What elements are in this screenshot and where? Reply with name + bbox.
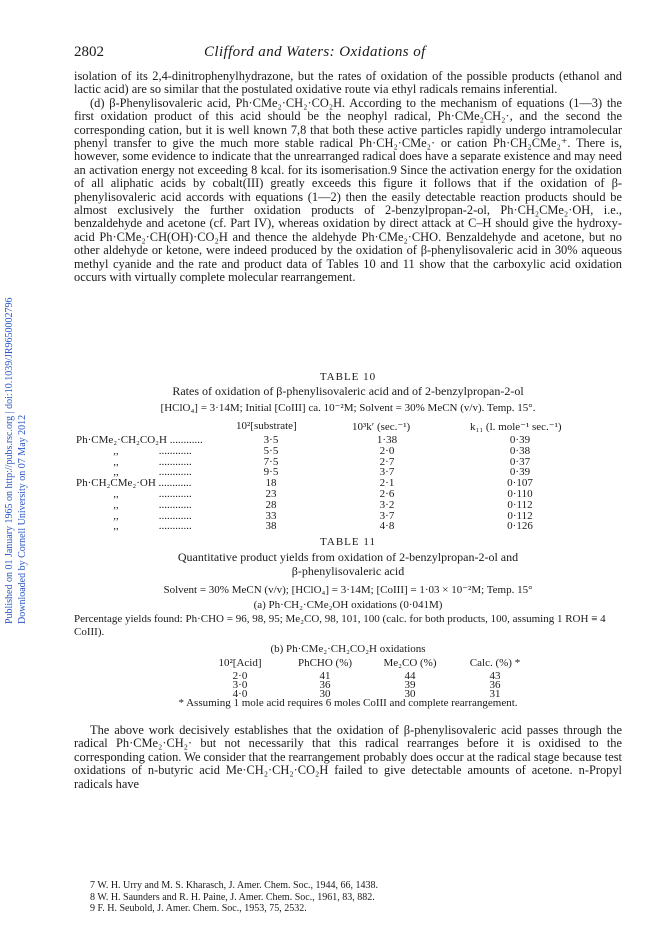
- table10-cell: 0·37: [509, 455, 531, 468]
- table10-cell: 0·107: [507, 477, 533, 490]
- table10-cell: 0·39: [509, 434, 531, 446]
- table10-cell: 0·38: [509, 444, 531, 457]
- table11-header-me2co: Me₂CO (%): [383, 657, 437, 669]
- table11-header-phcho: PhCHO (%): [297, 657, 353, 669]
- table11-cell: 41: [319, 670, 331, 682]
- table10-cell: 3·7: [379, 509, 395, 522]
- table10-cell: 2·7: [379, 455, 395, 468]
- table10-ditto-mark: ,,: [113, 488, 119, 500]
- download-sidebar: [0, 0, 28, 936]
- table10-cell: 5·5: [263, 444, 279, 457]
- table11-cell: 36: [319, 679, 331, 691]
- table10-cell: 38: [265, 520, 277, 533]
- table11-cell: 31: [489, 688, 501, 700]
- table10-compound-name: Ph·CH₂CMe₂·OH: [76, 477, 156, 490]
- table10-cell: 3·7: [379, 466, 395, 479]
- table11-cell: 39: [404, 679, 416, 691]
- table10-compound-name: Ph·CMe₂·CH₂CO₂H: [76, 434, 167, 446]
- table10-cell: 7·5: [263, 455, 279, 468]
- table10-cell: 3·2: [379, 498, 395, 511]
- table10-cell: 2·0: [379, 444, 395, 457]
- paragraph-phenylisovaleric: (d) β-Phenylisovaleric acid, Ph·CMe₂·CH₂·CO₂H. According to the mechanism of equations (1—3) the first oxidation product of this acid should be the neophyl radical, Ph·CMe₂CH₂·, and the second the corresponding cation, but it is well known 7,8 that both these active particles rapidly undergo intramolecular phenyl transfer to give the much more stable radical Ph·CH₂·CMe₂· or cation Ph·CH₂CMe₂⁺. There is, however, some evidence to indicate that the unrearranged radical does have a separate existence and may need an activation energy not exceeding 8 kcal. for its isomerisation.9 Since the activation energy for the oxidation of all aliphatic acids by cobalt(III) greatly exceeds this figure it follows that if the oxidation of β-phenylisovaleric acid accords with equations (1—2) then the easily detectable reaction products should be almost exclusively the further oxidation products of 2-benzylpropan-2-ol, Ph·CH₂CMe₂·OH, i.e., benzaldehyde and acetone (cf. Part IV), whereas oxidation by direct attack at C–H should give the hydroxy-acid Ph·CMe₂·CH(OH)·CO₂H and thence the aldehyde Ph·CMe₂·CHO. Benzaldehyde and acetone, but no other aldehyde or ketone, were indeed produced by the oxidation of β-phenylisovaleric acid in 30% aqueous methyl cyanide and the rate and product data of Tables 10 and 11 show that the carboxylic acid oxidation occurs with virtually complete molecular rearrangement.: [74, 95, 622, 285]
- table10-conditions: [HClO₄] = 3·14M; Initial [CoIII] ca. 10⁻²M; Solvent = 30% MeCN (v/v). Temp. 15°.: [160, 402, 536, 414]
- table10-cell: 33: [265, 509, 277, 522]
- table10-leader-dots: ............: [156, 509, 192, 522]
- table10-leader-dots: ............: [166, 434, 203, 446]
- table10-ditto-mark: ,,: [113, 498, 119, 511]
- sidebar-published-line[interactable]: Published on 01 January 1965 on http://pubs.rsc.org | doi:10.1039/JR9650002796: [4, 297, 15, 624]
- table10-leader-dots: ............: [156, 444, 192, 457]
- table10-ditto-mark: ,,: [113, 444, 119, 457]
- table10-header-k11: k₁₁ (l. mole⁻¹ sec.⁻¹): [470, 421, 562, 433]
- table11-sub-a-text: Percentage yields found: Ph·CHO = 96, 98, 95; Me₂CO, 98, 101, 100 (calc. for both products, 100, assuming 1 ROH ≡ 4 CoIII).: [74, 613, 606, 638]
- table10-cell: 0·112: [507, 509, 533, 522]
- footnote-8: 8 W. H. Saunders and R. H. Paine, J. Amer. Chem. Soc., 1961, 83, 882.: [90, 891, 375, 903]
- table10-cell: 2·1: [379, 477, 395, 490]
- table11-header-acid: 10²[Acid]: [218, 657, 262, 669]
- table10-ditto-mark: ,,: [113, 520, 119, 533]
- footnote-7: 7 W. H. Urry and M. S. Kharasch, J. Amer. Chem. Soc., 1944, 66, 1438.: [90, 880, 379, 891]
- table10-row-label: [76, 520, 192, 532]
- table10-ditto-mark: ,,: [113, 466, 119, 479]
- table11-caption-line2: β-phenylisovaleric acid: [291, 564, 405, 578]
- footnote-9: 9 F. H. Seubold, J. Amer. Chem. Soc., 1953, 75, 2532.: [90, 903, 307, 914]
- table11-conditions: Solvent = 30% MeCN (v/v); [HClO₄] = 3·14M; [CoIII] = 1·03 × 10⁻²M; Temp. 15°: [163, 584, 533, 596]
- running-head: Clifford and Waters: Oxidations of: [204, 44, 426, 60]
- table11-sub-a-title: (a) Ph·CH₂·CMe₂OH oxidations (0·041M): [253, 599, 443, 611]
- table10-cell: 0·110: [507, 488, 533, 500]
- table10-cell: 3·5: [263, 434, 279, 446]
- paragraph-conclusion: The above work decisively establishes that the oxidation of β-phenylisovaleric acid passes through the radical Ph·CMe₂·CH₂· but not necessarily that this radical rearranges before it is oxidised to the corresponding cation. We consider that the rearrangement probably does occur at the radical stage because test oxidations of n-butyric acid Me·CH₂·CH₂·CO₂H failed to give detectable amounts of acetone. n-Propyl radicals have: [74, 723, 622, 791]
- table10-cell: 0·39: [509, 466, 531, 479]
- table11-cell: 44: [404, 670, 416, 682]
- sidebar-download-line[interactable]: Downloaded by Cornell University on 07 May 2012: [17, 414, 28, 624]
- table10-leader-dots: ............: [156, 498, 192, 511]
- table10-cell: 2·6: [379, 488, 395, 500]
- table10-header-substrate: 10²[substrate]: [236, 420, 297, 432]
- table10-leader-dots: ............: [155, 477, 192, 490]
- table11-sub-b-title: (b) Ph·CMe₂·CH₂CO₂H oxidations: [270, 643, 426, 655]
- table10-header-k-prime: 10³k′ (sec.⁻¹): [352, 421, 411, 433]
- table11-header-calc: Calc. (%) *: [469, 657, 521, 669]
- table11-cell: 4·0: [232, 688, 248, 700]
- table11-cell: 2·0: [232, 670, 248, 682]
- page-number: 2802: [74, 44, 104, 60]
- table11-caption-line1: Quantitative product yields from oxidation of 2-benzylpropan-2-ol and: [177, 550, 519, 564]
- table11-cell: 43: [489, 670, 501, 682]
- table10-cell: 1·38: [376, 434, 398, 446]
- table10-title: TABLE 10: [319, 371, 377, 383]
- table10-cell: 23: [265, 488, 277, 500]
- table10-ditto-mark: ,,: [113, 509, 119, 522]
- table10-caption: Rates of oxidation of β-phenylisovaleric acid and of 2-benzylpropan-2-ol: [172, 384, 524, 398]
- table11-title: TABLE 11: [320, 536, 376, 548]
- table10-ditto-mark: ,,: [113, 455, 119, 468]
- table10-leader-dots: ............: [156, 520, 192, 533]
- table10-cell: 28: [265, 498, 277, 511]
- table10-cell: 0·126: [507, 520, 533, 533]
- table10-cell: 9·5: [263, 466, 279, 479]
- table10-leader-dots: ............: [156, 466, 192, 479]
- footnotes: [74, 880, 622, 915]
- table10-cell: 0·112: [507, 498, 533, 511]
- page-header: [74, 44, 622, 64]
- table10-cell: 4·8: [379, 520, 395, 533]
- table11-footnote: * Assuming 1 mole acid requires 6 moles CoIII and complete rearrangement.: [178, 697, 518, 709]
- table10-leader-dots: ............: [156, 488, 192, 500]
- table11-cell: 30: [404, 688, 416, 700]
- body-section-top: [74, 70, 622, 285]
- paragraph-continuation: isolation of its 2,4-dinitrophenylhydrazone, but the rates of oxidation of the possible products (ethanol and lactic acid) are so similar that the postulated oxidative route via ethyl radicals remains inferential.: [74, 69, 622, 97]
- table11-cell: 36: [489, 679, 501, 691]
- table11-cell: 3·0: [232, 679, 248, 691]
- table11-cell: 30: [319, 688, 331, 700]
- table10-leader-dots: ............: [156, 455, 192, 468]
- table10-cell: 18: [265, 477, 277, 490]
